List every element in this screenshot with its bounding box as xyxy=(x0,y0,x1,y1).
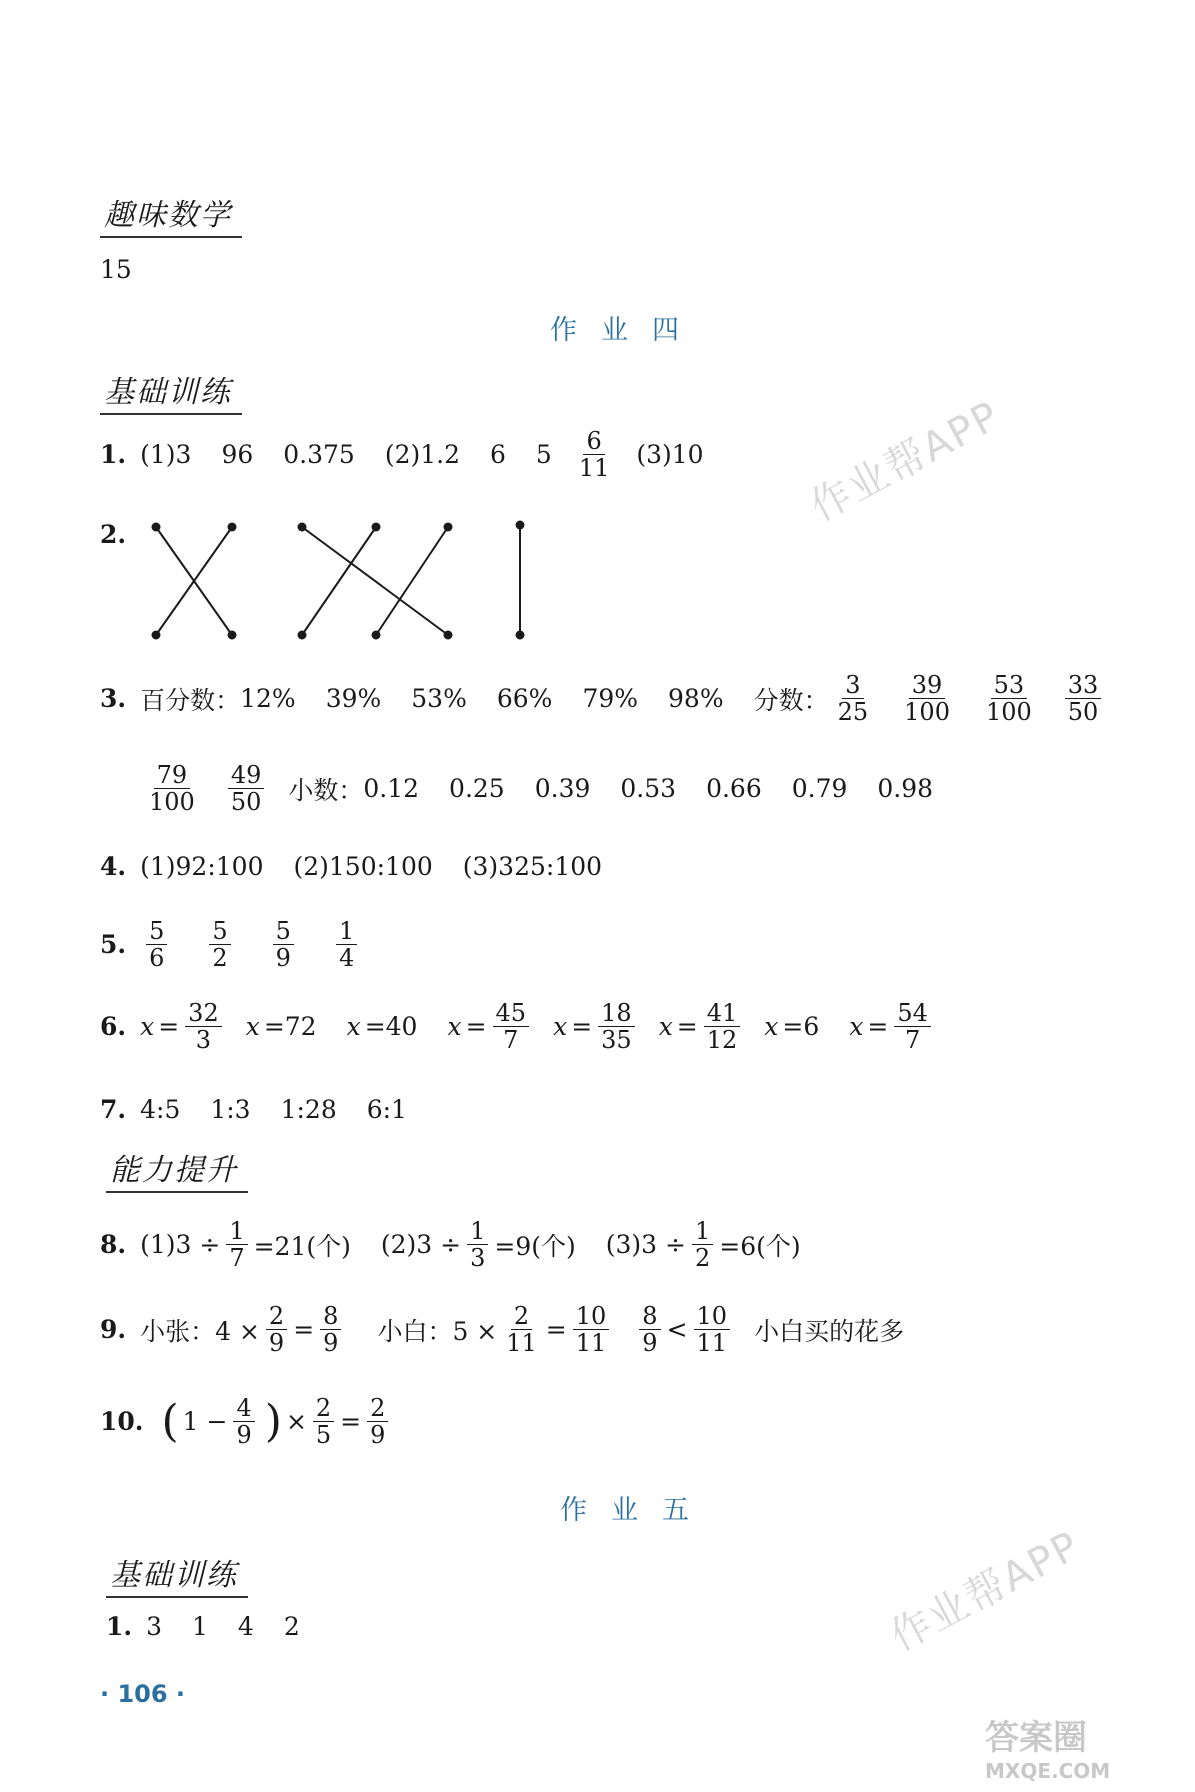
fraction: $\frac{1}{3}$ xyxy=(467,1218,488,1272)
answer-value: 0.375 xyxy=(283,440,355,470)
question-5 xyxy=(100,918,363,972)
percent: 39% xyxy=(325,684,382,714)
percent: 79% xyxy=(582,684,639,714)
answer-value: 6 xyxy=(490,440,506,470)
fraction: $\frac{41}{12}$ xyxy=(704,1000,741,1054)
decimal: 0.25 xyxy=(449,774,505,804)
answer-value: 3 xyxy=(146,1612,163,1641)
answer-value: 5 xyxy=(535,440,552,470)
question-number: 9. xyxy=(100,1315,127,1345)
question-number: 10. xyxy=(100,1407,144,1437)
percent: 53% xyxy=(411,684,467,714)
matching-lines-diagram xyxy=(140,515,540,640)
question-4 xyxy=(100,852,602,881)
ratio: 6:1 xyxy=(366,1095,407,1124)
fraction: $\frac{2}{9}$ xyxy=(367,1395,388,1449)
decimal: 0.12 xyxy=(363,774,420,804)
percent: 66% xyxy=(496,684,553,714)
answer-value: 2 xyxy=(283,1612,300,1641)
fraction: $\frac{5}{2}$ xyxy=(209,918,230,972)
question-number: 6. xyxy=(100,1012,127,1042)
question-number: 1. xyxy=(106,1612,133,1641)
homework-4-title: 作业四 xyxy=(550,315,703,346)
brand-logo-mark: 答案圈 xyxy=(985,1718,1087,1758)
match-line xyxy=(302,527,376,635)
answer-part: (3)10 xyxy=(636,440,704,470)
watermark: 作业帮APP xyxy=(882,1522,1088,1661)
answer-value: 40 xyxy=(385,1012,418,1042)
question-number: 8. xyxy=(100,1230,127,1260)
answer-value: 1 xyxy=(192,1612,208,1641)
question-3 xyxy=(100,672,1107,726)
section-heading-ability: 能力提升 xyxy=(106,1145,248,1193)
percent: 98% xyxy=(668,684,724,714)
ratio: (1)92:100 xyxy=(140,852,264,881)
question-10: 10. ( 1 − $\frac{4}{9}$ ) × $\frac{2}{5}$ = $\frac{2}{9}$ xyxy=(100,1395,394,1449)
fraction: $\frac{4}{9}$ xyxy=(233,1395,254,1449)
fun-math-answer: 15 xyxy=(100,255,132,284)
question-7 xyxy=(100,1095,407,1124)
label: 小数： xyxy=(288,775,364,805)
fraction: $\frac{1}{4}$ xyxy=(336,918,357,972)
answer-value: 6 xyxy=(803,1012,820,1042)
question-2 xyxy=(100,520,140,549)
answer-value: 72 xyxy=(284,1012,317,1042)
fraction: $\frac{1}{7}$ xyxy=(226,1218,247,1272)
fraction: $\frac{79}{100}$ xyxy=(149,761,195,817)
decimal: 0.39 xyxy=(534,774,591,804)
fraction: $\frac{5}{6}$ xyxy=(146,918,167,972)
conclusion: 小白买的花多 xyxy=(754,1316,905,1346)
section-heading-fun-math: 趣味数学 xyxy=(100,190,242,238)
fraction: $\frac{33}{50}$ xyxy=(1065,672,1102,726)
percent: 12% xyxy=(240,684,296,714)
brand-logo xyxy=(985,1710,1110,1783)
section-heading-basic-training-2: 基础训练 xyxy=(106,1550,248,1598)
question-3-continued xyxy=(140,762,933,816)
page-number: · 106 · xyxy=(100,1680,186,1708)
fraction: $\frac{2}{11}$ xyxy=(506,1302,537,1358)
question-number: 7. xyxy=(100,1095,127,1124)
decimal: 0.98 xyxy=(877,774,934,804)
fraction: $\frac{53}{100}$ xyxy=(985,671,1032,727)
match-line xyxy=(376,527,448,635)
question-8: 8. (1)3 ÷ $\frac{1}{7}$ =21(个) (2)3 ÷ $\frac{1}{3}$ =9(个) (3)3 ÷ $\frac{1}{2}$ =6(个) xyxy=(100,1217,801,1273)
decimal: 0.79 xyxy=(791,774,848,804)
fraction: $\frac{1}{2}$ xyxy=(692,1218,713,1272)
fraction: $\frac{10}{11}$ xyxy=(694,1303,731,1357)
homework-5-title: 作业五 xyxy=(560,1495,713,1526)
question-number: 5. xyxy=(100,930,127,960)
brand-logo-domain: MXQE.COM xyxy=(985,1759,1111,1783)
fraction: $\frac{32}{3}$ xyxy=(185,1000,222,1054)
answer-part: (2)1.2 xyxy=(384,440,460,470)
question-number: 3. xyxy=(100,684,127,714)
fraction: $\frac{5}{9}$ xyxy=(273,918,294,972)
question-1 xyxy=(100,428,704,482)
fraction: $\frac{8}{9}$ xyxy=(639,1303,660,1357)
section-heading-basic-training: 基础训练 xyxy=(100,367,242,415)
fraction: $\frac{8}{9}$ xyxy=(320,1303,341,1357)
answer-value: 4 xyxy=(237,1612,254,1641)
fraction: $\frac{39}{100}$ xyxy=(904,671,950,727)
watermark: 作业帮APP xyxy=(802,392,1008,531)
fraction: $\frac{54}{7}$ xyxy=(894,1000,931,1054)
question-number: 1. xyxy=(100,440,127,470)
answer-part: (1)3 xyxy=(140,440,192,470)
decimal: 0.66 xyxy=(706,774,762,804)
question-number: 2. xyxy=(100,520,127,549)
fraction: $\frac{49}{50}$ xyxy=(228,762,265,816)
fraction: $\frac{45}{7}$ xyxy=(493,1000,530,1054)
match-line xyxy=(302,527,448,635)
fraction: $\frac{18}{35}$ xyxy=(598,1000,635,1054)
fraction: $\frac{2}{9}$ xyxy=(266,1303,287,1357)
decimal: 0.53 xyxy=(620,774,677,804)
ratio: 1:3 xyxy=(210,1095,251,1124)
question-9: 9. 小张：4 × $\frac{2}{9}$ = $\frac{8}{9}$ 小白：5 × $\frac{2}{11}$ = $\frac{10}{11}$ $\frac{8}{9}$ < $\frac{10}{11}$ 小白买的花多 xyxy=(100,1302,905,1358)
answer-value: 96 xyxy=(221,440,254,470)
homework-5-question-1 xyxy=(106,1612,300,1641)
ratio: 1:28 xyxy=(280,1095,337,1124)
question-6: 6. x = $\frac{32}{3}$ x = 72 x = 40 x = $\frac{45}{7}$ x = $\frac{18}{35}$ x = $\frac{41}{12}$ x = 6 x = $\frac{54}{7}$ xyxy=(100,1000,937,1054)
ratio: 4:5 xyxy=(140,1095,181,1124)
label: 百分数： xyxy=(140,685,241,715)
fraction: $\frac{3}{25}$ xyxy=(837,671,869,727)
ratio: (2)150:100 xyxy=(293,852,433,881)
fraction: $\frac{6}{11}$ xyxy=(578,427,610,483)
fraction: $\frac{2}{5}$ xyxy=(313,1395,334,1449)
label: 分数： xyxy=(753,685,829,715)
fraction: $\frac{10}{11}$ xyxy=(573,1303,610,1357)
ratio: (3)325:100 xyxy=(462,852,603,881)
question-number: 4. xyxy=(100,852,127,881)
